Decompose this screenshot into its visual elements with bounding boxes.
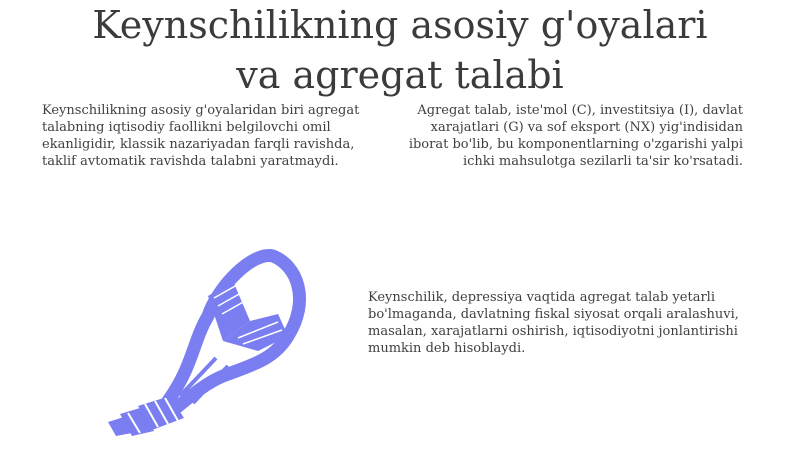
text-block-bottom: Keynschilik, depressiya vaqtida agregat talab yetarli bo'lmaganda, davlatning fiskal siyosat orqali aralashuvi, masalan, xarajatlarni oshirish, iqtisodiyotni jonlantirishi mumkin deb hisoblaydi. <box>368 290 739 356</box>
slide-title-line-1: Keynschilikning asosiy g'oyalari <box>92 3 708 47</box>
slide-title <box>0 0 800 100</box>
text-block-right: Agregat talab, iste'mol (C), investitsiya (I), davlat xarajatlari (G) va sof eksport (NX) yig'indisidan iborat bo'lib, bu komponentlarning o'zgarishi yalpi ichki mahsulotga sezilarli ta'sir ko'rsatadi. <box>408 103 743 169</box>
text-block-left: Keynschilikning asosiy g'oyalaridan biri agregat talabning iqtisodiy faollikni belgilovchi omil ekanligidir, klassik nazariyadan farqli ravishda, taklif avtomatik ravishda talabni yaratmaydi. <box>42 103 360 169</box>
slide-title-line-2: va agregat talabi <box>236 53 564 97</box>
lightbulb-book-icon <box>98 246 313 436</box>
